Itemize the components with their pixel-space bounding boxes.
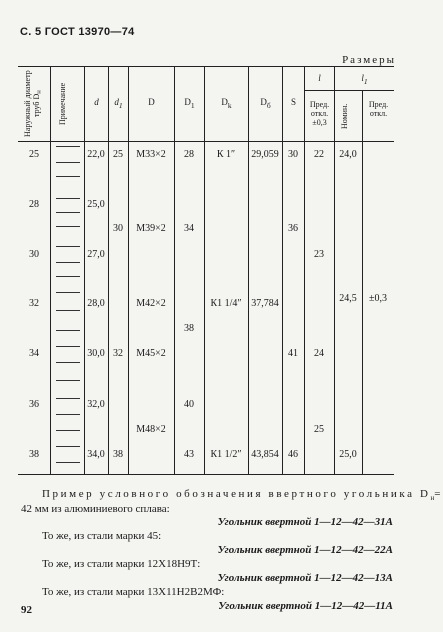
example-line-5: То же, из стали марки 13Х11Н2В2МФ: bbox=[42, 586, 225, 598]
col-header-d1: $d_1$ bbox=[114, 97, 123, 110]
example-line-2: 42 мм из алюминиевого сплава: bbox=[21, 503, 170, 515]
col-header-l: l bbox=[318, 73, 321, 83]
col-header-S: S bbox=[290, 97, 296, 107]
designation-1: Угольник ввертной 1—12—42—31А bbox=[217, 516, 393, 528]
col-header-d: d bbox=[94, 97, 99, 107]
sizes-label: Размеры bbox=[342, 54, 396, 66]
col-header-l1-tolerance: Пред. откл. bbox=[368, 100, 389, 118]
example-line-3: То же, из стали марки 45: bbox=[42, 530, 162, 542]
col-header-outer-diameter: Наружный диаметр труб $D_н$ bbox=[23, 70, 43, 138]
example-line-4: То же, из стали марки 12Х18Н9Т: bbox=[42, 558, 201, 570]
col-header-D1: $D_1$ bbox=[184, 97, 195, 110]
col-header-D: D bbox=[148, 97, 155, 107]
col-header-l1-nominal: Номин. bbox=[340, 103, 349, 129]
page-number: 92 bbox=[21, 604, 32, 616]
example-lead: Пример условного обозначения ввертного угольника $D_н=$ bbox=[42, 488, 443, 503]
col-header-Db: $D_б$ bbox=[260, 97, 271, 110]
col-header-Dk: $D_k$ bbox=[221, 97, 232, 110]
page-header: С. 5 ГОСТ 13970—74 bbox=[20, 26, 135, 38]
designation-2: Угольник ввертной 1—12—42—22А bbox=[217, 544, 393, 556]
col-header-l-tolerance: Пред. откл. ±0,3 bbox=[309, 100, 330, 127]
designation-4: Угольник ввертной 1—12—42—11А bbox=[218, 600, 393, 612]
designation-3: Угольник ввертной 1—12—42—13А bbox=[217, 572, 393, 584]
col-header-note: Примечание bbox=[58, 82, 67, 126]
col-header-l1: $l_1$ bbox=[361, 73, 368, 86]
